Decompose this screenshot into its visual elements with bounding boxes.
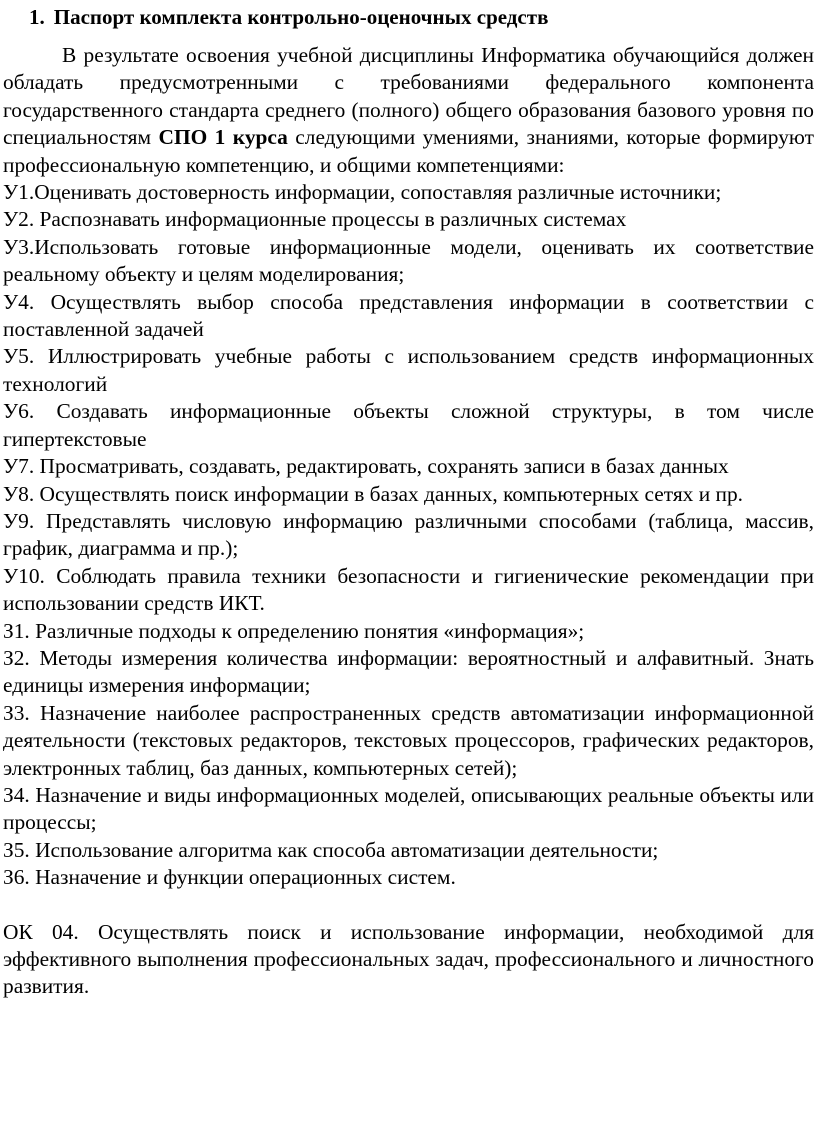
knowledge-item-z6: З6. Назначение и функции операционных систем. bbox=[3, 865, 456, 890]
knowledge-item-z2: З2. Методы измерения количества информации: вероятностный и алфавитный. Знать единицы измерения информации; bbox=[3, 645, 814, 698]
skill-item-u2: У2. Распознавать информационные процессы в различных системах bbox=[3, 207, 627, 232]
knowledge-item-z1: З1. Различные подходы к определению понятия «информация»; bbox=[3, 618, 585, 643]
skill-item-u3: У3.Использовать готовые информационные модели, оценивать их соответствие реальному объекту и целям моделирования; bbox=[3, 234, 814, 287]
skill-item-u5: У5. Иллюстрировать учебные работы с использованием средств информационных технологий bbox=[3, 344, 814, 396]
intro-course-bold: СПО 1 курса bbox=[158, 125, 288, 150]
skill-item-u8: У8. Осуществлять поиск информации в базах данных, компьютерных сетях и пр. bbox=[3, 481, 743, 506]
paragraph-gap bbox=[3, 892, 814, 919]
intro-text-part1: В результате освоения учебной дисциплины Информатика обучающийся должен обладать предусмотренными с требованиями федерального компонента государственного стандарта среднего (полного) общего образования базового уровня по специальностям bbox=[3, 43, 814, 150]
section-title: Паспорт комплекта контрольно-оценочных средств bbox=[53, 5, 549, 29]
skill-item-u6: У6. Создавать информационные объекты сложной структуры, в том числе гипертекстовые bbox=[3, 399, 814, 451]
section-number: 1. bbox=[29, 5, 45, 29]
skill-item-u4: У4. Осуществлять выбор способа представления информации в соответствии с поставленной задачей bbox=[3, 289, 814, 342]
competence-ok04: ОК 04. Осуществлять поиск и использование информации, необходимой для эффективного выполнения профессиональных задач, профессионального и личностного развития. bbox=[3, 919, 814, 999]
skill-item-u10: У10. Соблюдать правила техники безопасности и гигиенические рекомендации при использовании средств ИКТ. bbox=[3, 563, 814, 616]
knowledge-item-z5: З5. Использование алгоритма как способа автоматизации деятельности; bbox=[3, 837, 659, 862]
knowledge-item-z4: З4. Назначение и виды информационных моделей, описывающих реальные объекты или процессы; bbox=[3, 782, 814, 835]
intro-text-part2: следующими умениями, знаниями, которые формируют профессиональную компетенцию, и общими компетенциями: bbox=[3, 125, 814, 177]
section-heading bbox=[29, 2, 814, 32]
skill-item-u1: У1.Оценивать достоверность информации, сопоставляя различные источники; bbox=[3, 180, 722, 205]
skill-item-u7: У7. Просматривать, создавать, редактировать, сохранять записи в базах данных bbox=[3, 454, 729, 479]
skill-item-u9: У9. Представлять числовую информацию различными способами (таблица, массив, график, диаграмма и пр.); bbox=[3, 508, 814, 561]
knowledge-item-z3: З3. Назначение наиболее распространенных средств автоматизации информационной деятельности (текстовых редакторов, текстовых процессоров, графических редакторов, электронных таблиц, баз данных, компьютерных сетей); bbox=[3, 700, 814, 780]
intro-paragraph bbox=[3, 42, 814, 179]
